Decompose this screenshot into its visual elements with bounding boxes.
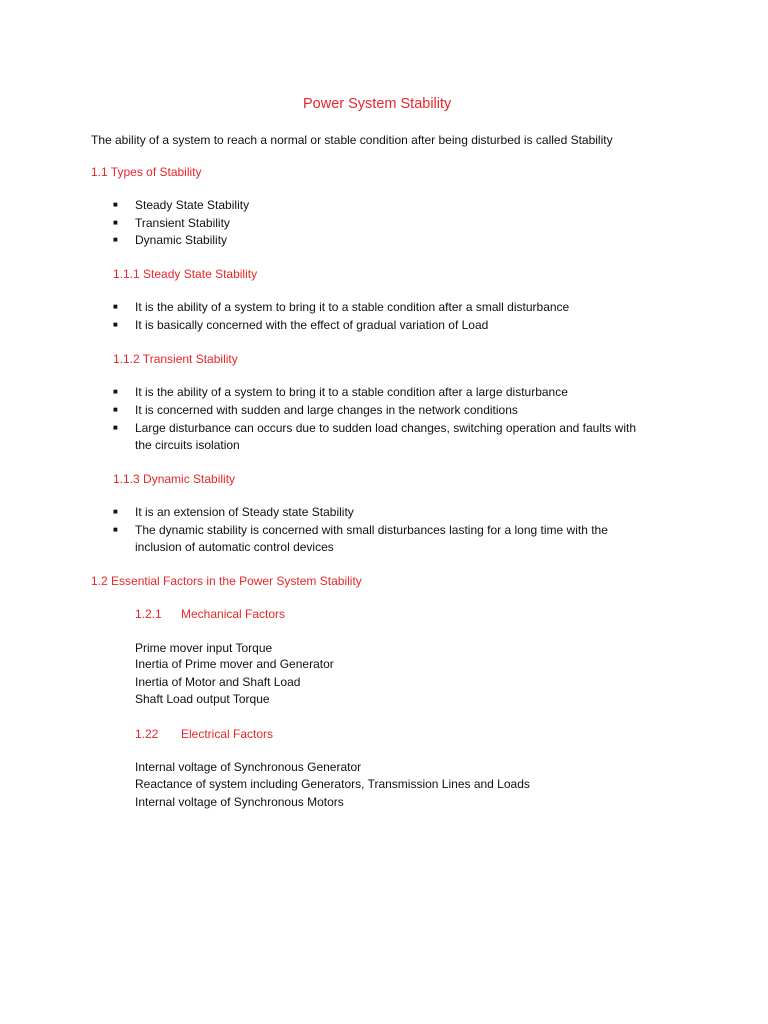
factor-item: Reactance of system including Generators, Transmission Lines and Loads <box>135 777 530 791</box>
list-item: Transient Stability <box>135 216 230 230</box>
bullet-icon: ■ <box>113 507 118 516</box>
intro-paragraph: The ability of a system to reach a normal or stable condition after being disturbed is called Stability <box>91 133 613 147</box>
factor-item: Inertia of Prime mover and Generator <box>135 657 334 671</box>
list-item: It is the ability of a system to bring it to a stable condition after a small disturbance <box>135 300 570 314</box>
subsection-heading-electrical: Electrical Factors <box>181 727 274 741</box>
factor-item: Inertia of Motor and Shaft Load <box>135 675 301 689</box>
factor-item: Internal voltage of Synchronous Generator <box>135 760 362 774</box>
list-item-continuation: inclusion of automatic control devices <box>135 540 334 554</box>
bullet-icon: ■ <box>113 405 118 414</box>
list-item-continuation: the circuits isolation <box>135 438 240 452</box>
subsection-number-electrical: 1.22 <box>135 727 159 741</box>
section-heading-types: 1.1 Types of Stability <box>91 165 202 179</box>
bullet-icon: ■ <box>113 200 118 209</box>
bullet-icon: ■ <box>113 320 118 329</box>
list-item: It is concerned with sudden and large changes in the network conditions <box>135 403 518 417</box>
list-item: Dynamic Stability <box>135 233 228 247</box>
list-item: Steady State Stability <box>135 198 250 212</box>
subsection-number-mechanical: 1.2.1 <box>135 607 162 621</box>
factor-item: Internal voltage of Synchronous Motors <box>135 795 344 809</box>
list-item: It is basically concerned with the effect of gradual variation of Load <box>135 318 489 332</box>
factor-item: Shaft Load output Torque <box>135 692 270 706</box>
section-heading-dynamic: 1.1.3 Dynamic Stability <box>113 472 236 486</box>
bullet-icon: ■ <box>113 235 118 244</box>
list-item: It is the ability of a system to bring it to a stable condition after a large disturbance <box>135 385 568 399</box>
bullet-icon: ■ <box>113 302 118 311</box>
section-heading-transient: 1.1.2 Transient Stability <box>113 352 238 366</box>
bullet-icon: ■ <box>113 387 118 396</box>
bullet-icon: ■ <box>113 218 118 227</box>
section-heading-essential-factors: 1.2 Essential Factors in the Power System Stability <box>91 574 362 588</box>
page-title: Power System Stability <box>303 96 452 112</box>
list-item: The dynamic stability is concerned with small disturbances lasting for a long time with the <box>135 523 608 537</box>
factor-item: Prime mover input Torque <box>135 641 273 655</box>
bullet-icon: ■ <box>113 525 118 534</box>
list-item: It is an extension of Steady state Stability <box>135 505 354 519</box>
section-heading-steady-state: 1.1.1 Steady State Stability <box>113 267 258 281</box>
list-item: Large disturbance can occurs due to sudden load changes, switching operation and faults with <box>135 421 636 435</box>
subsection-heading-mechanical: Mechanical Factors <box>181 607 286 621</box>
bullet-icon: ■ <box>113 423 118 432</box>
